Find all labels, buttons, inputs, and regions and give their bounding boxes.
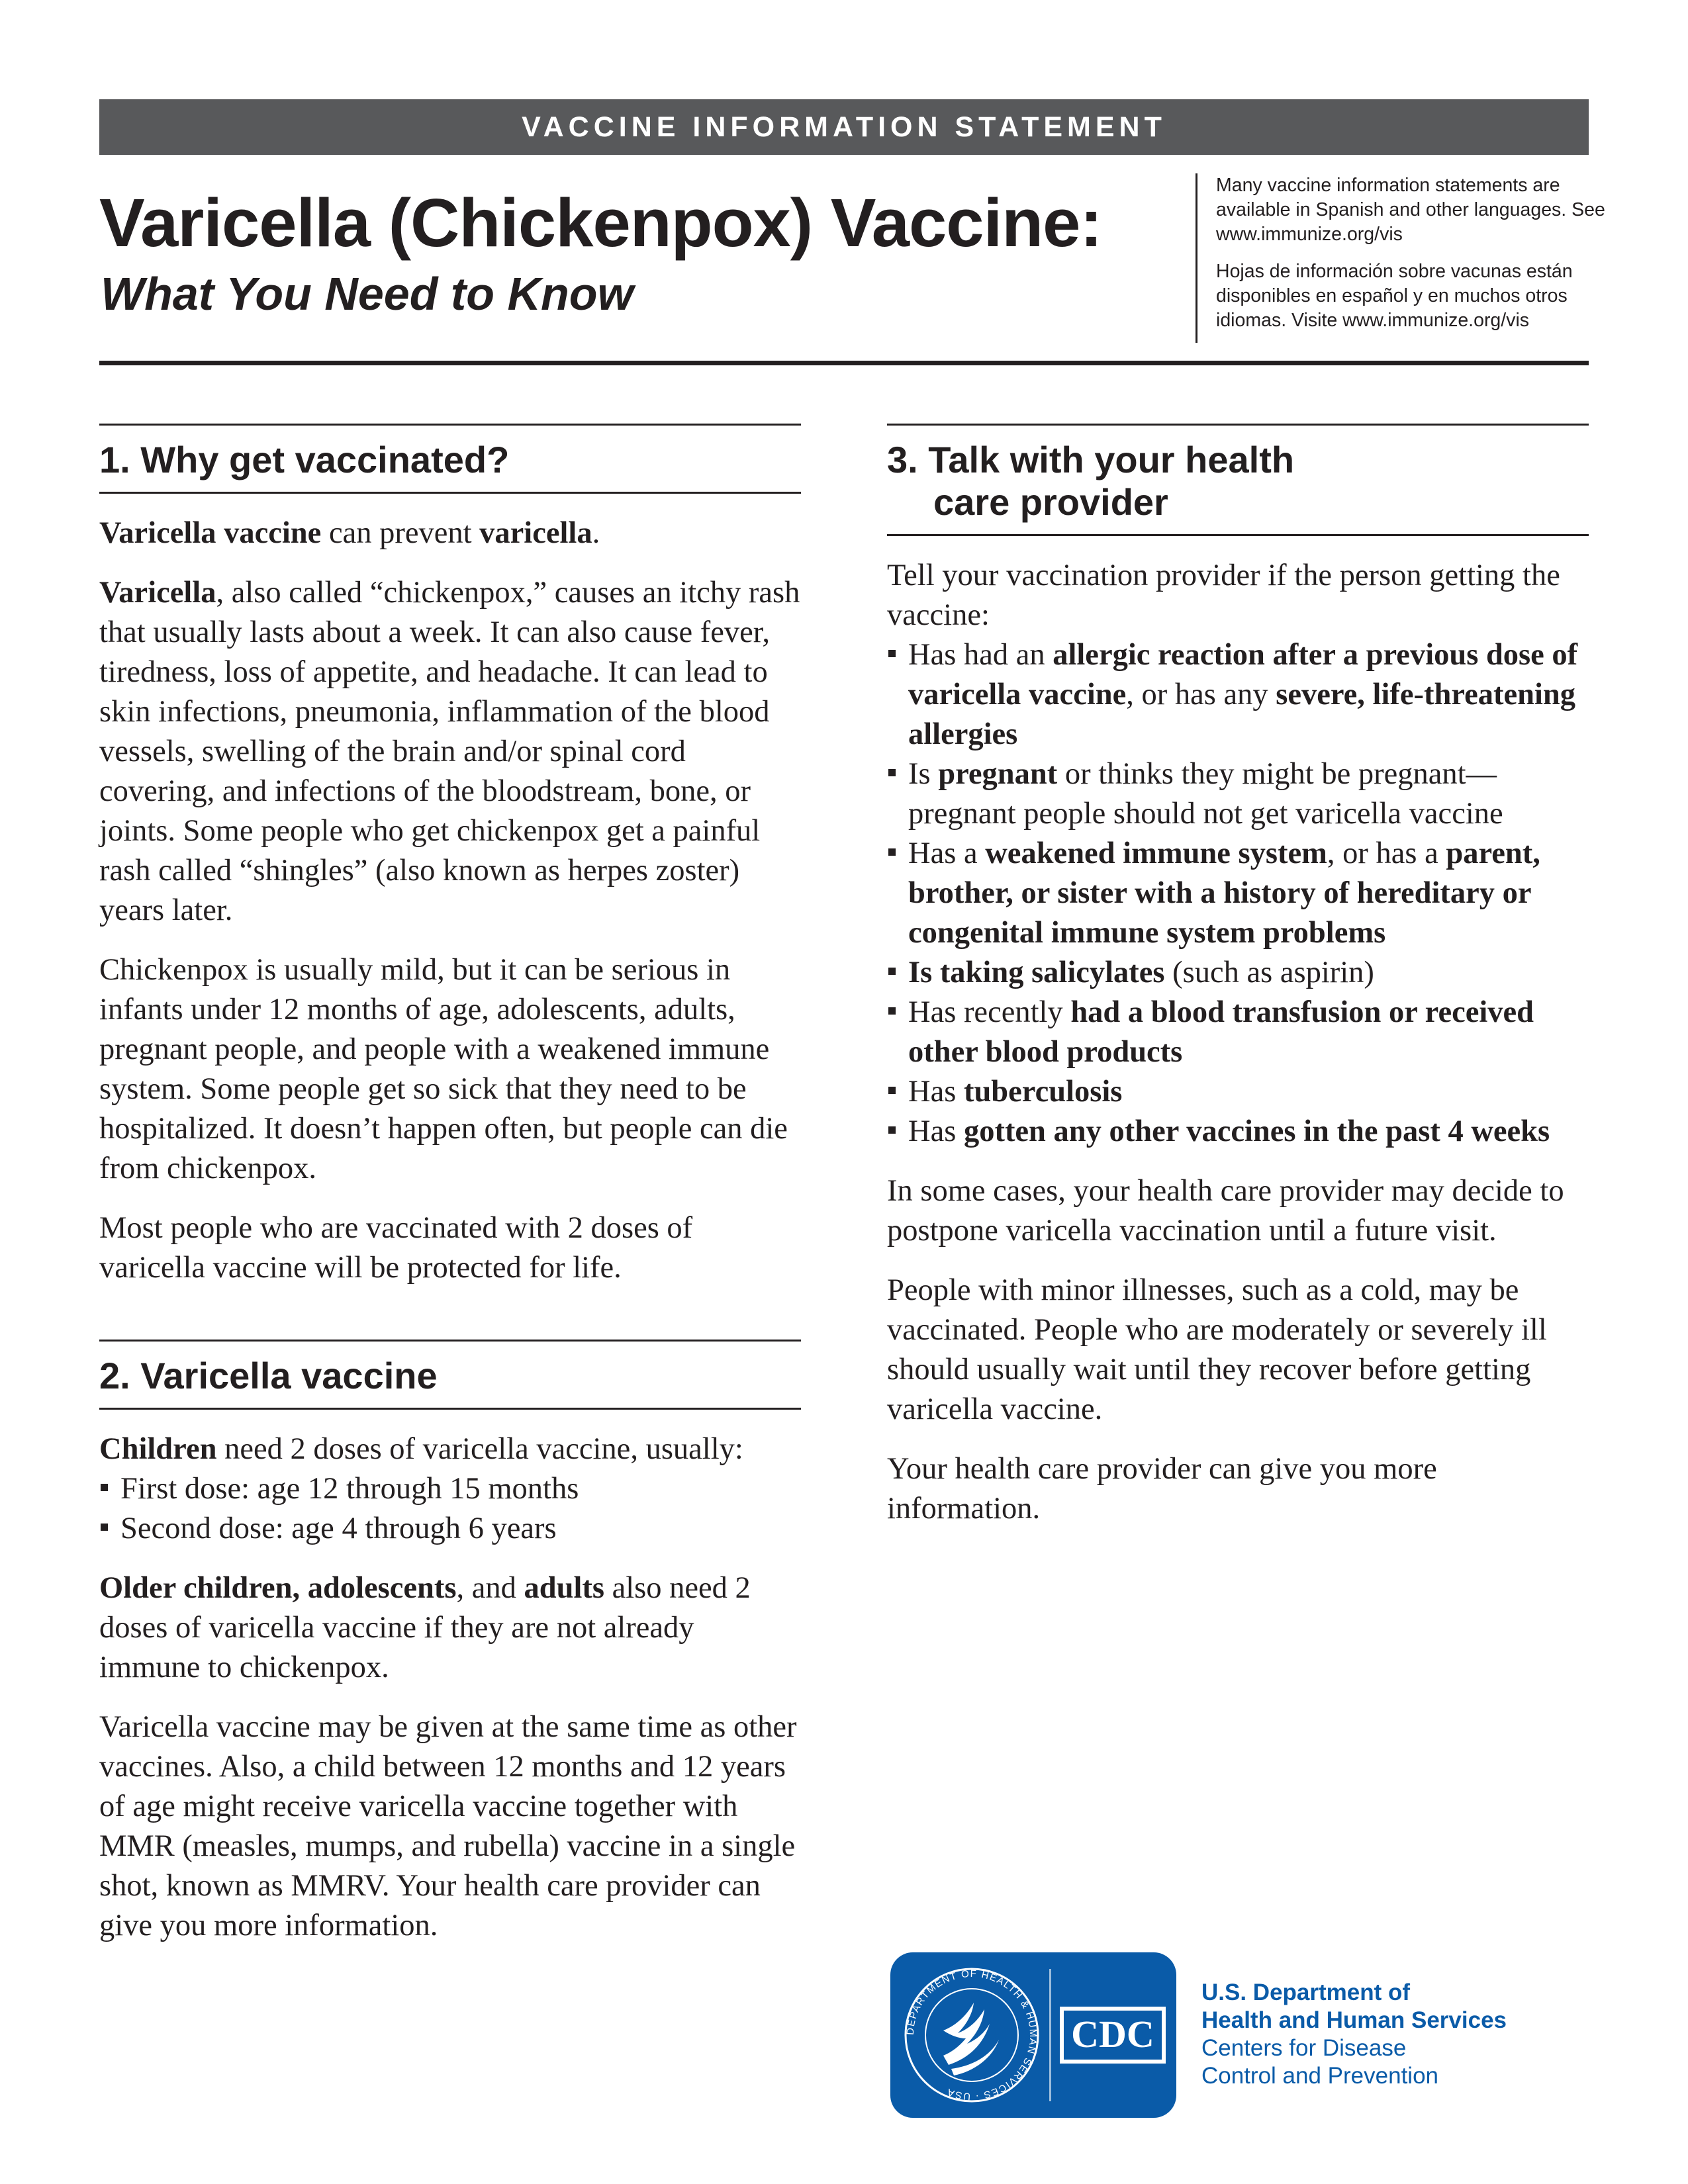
seal-text: DEPARTMENT OF HEALTH & HUMAN SERVICES · USA (904, 1968, 1039, 2103)
language-note-english: Many vaccine information statements are available in Spanish and other languages. See www.immunize.org/vis (1216, 175, 1605, 245)
bold-text: gotten any other vaccines in the past 4 weeks (963, 1115, 1550, 1148)
text: Has a (908, 837, 986, 870)
text: . (592, 516, 600, 550)
section-2-dose-list (99, 1469, 801, 1549)
bold-text: tuberculosis (963, 1075, 1123, 1109)
section-3-paragraph-2: In some cases, your health care provider may decide to postpone varicella vaccination until a future visit. (887, 1174, 1564, 1248)
text: Is (908, 757, 939, 791)
text: also need 2 doses of varicella vaccine if they are not already immune to chickenpox. (99, 1571, 751, 1684)
section-3-paragraph-4: Your health care provider can give you more information. (887, 1452, 1437, 1525)
section-2-paragraph-1 (99, 1430, 801, 1469)
section-3-checklist (887, 635, 1589, 1152)
header-divider (99, 361, 1589, 365)
bold-text: parent, brother, or sister with a history of hereditary or congenital immune system problems (908, 837, 1540, 950)
section-3-intro: Tell your vaccination provider if the person getting the vaccine: (887, 559, 1560, 632)
bold-text: pregnant (938, 757, 1058, 791)
section-3-heading-line-1: 3. Talk with your health (887, 439, 1295, 480)
left-column (99, 424, 801, 1966)
text: Has recently (908, 995, 1071, 1029)
bold-text: adults (524, 1571, 604, 1605)
section-1-paragraph-1 (99, 514, 801, 553)
bold-text: Varicella vaccine (99, 516, 322, 550)
hhs-cdc-logo (890, 1952, 1176, 2118)
text: , or has a (1327, 837, 1446, 870)
cdc-text: CDC (1071, 2013, 1154, 2056)
bold-text: weakened immune system (985, 837, 1327, 870)
list-item (887, 754, 1589, 834)
agency-line-4: Control and Prevention (1201, 2063, 1438, 2089)
section-2-heading: 2. Varicella vaccine (99, 1340, 801, 1410)
section-1-heading: 1. Why get vaccinated? (99, 424, 801, 494)
list-item (887, 993, 1589, 1072)
hhs-seal-icon (905, 1968, 1039, 2102)
bold-text: Older children, adolescents (99, 1571, 457, 1605)
text: , also called “chickenpox,” causes an itchy rash that usually lasts about a week. It can also cause fever, tiredness, loss of appetite, and headache. It can lead to skin infections, pneumonia, inflammation of the blood vessels, swelling of the brain and/or spinal cord covering, and infections of the bloodstream, bone, or joints. Some people who get chickenpox get a painful rash called “shingles” (also known as herpes zoster) years later. (99, 576, 800, 927)
list-item (887, 834, 1589, 953)
section-1-paragraph-2 (99, 573, 801, 931)
page-title: Varicella (Chickenpox) Vaccine: (99, 185, 1102, 261)
section-2-paragraph-2 (99, 1569, 801, 1688)
banner: VACCINE INFORMATION STATEMENT (99, 99, 1589, 155)
hhs-cdc-logo-graphic (890, 1952, 1176, 2118)
section-2-paragraph-3: Varicella vaccine may be given at the same time as other vaccines. Also, a child between 12 months and 12 years of age might receive varicella vaccine together with MMR (measles, mumps, and rubella) vaccine in a single shot, known as MMRV. Your health care provider can give you more information. (99, 1710, 797, 1942)
text: , and (456, 1571, 524, 1605)
text: , or has any (1126, 678, 1276, 711)
text: Has (908, 1115, 964, 1148)
agency-line-1: U.S. Department of (1201, 1979, 1411, 2005)
text: (such as aspirin) (1164, 956, 1374, 989)
text: need 2 doses of varicella vaccine, usually: (216, 1432, 743, 1466)
bold-text: severe, life-threatening allergies (908, 678, 1576, 751)
cdc-logo-icon (1060, 2007, 1166, 2064)
list-item: First dose: age 12 through 15 months (99, 1469, 801, 1509)
right-column (887, 424, 1589, 1549)
bold-text: had a blood transfusion or received other blood products (908, 995, 1534, 1069)
section-1-paragraph-3: Chickenpox is usually mild, but it can be serious in infants under 12 months of age, adolescents, adults, pregnant people, and people with a weakened immune system. Some people get so sick that they need to be hospitalized. It doesn’t happen often, but people can die from chickenpox. (99, 953, 788, 1185)
agency-line-2: Health and Human Services (1201, 2007, 1507, 2033)
list-item (887, 953, 1589, 993)
section-1-paragraph-4: Most people who are vaccinated with 2 doses of varicella vaccine will be protected for life. (99, 1211, 693, 1285)
language-note (1196, 173, 1610, 343)
list-item (887, 1112, 1589, 1152)
text: Has (908, 1075, 964, 1109)
text: can prevent (321, 516, 480, 550)
section-3-heading-line-2: care provider (933, 481, 1168, 523)
bold-text: Is taking salicylates (908, 956, 1165, 989)
bold-text: varicella (479, 516, 592, 550)
text: Has had an (908, 638, 1053, 672)
language-note-spanish: Hojas de información sobre vacunas están disponibles en español y en muchos otros idiomas. Visite www.immunize.org/vis (1216, 261, 1573, 331)
bold-text: Children (99, 1432, 217, 1466)
agency-line-3: Centers for Disease (1201, 2035, 1407, 2061)
text: or thinks they might be pregnant—pregnant people should not get varicella vaccine (908, 757, 1503, 831)
list-item (887, 1072, 1589, 1112)
bold-text: Varicella (99, 576, 216, 610)
page-subtitle: What You Need to Know (101, 268, 633, 320)
list-item: Second dose: age 4 through 6 years (99, 1509, 801, 1549)
agency-name (1201, 1979, 1599, 2090)
list-item (887, 635, 1589, 754)
bold-text: allergic reaction after a previous dose of varicella vaccine (908, 638, 1578, 711)
section-3-heading (887, 424, 1589, 536)
section-3-paragraph-3: People with minor illnesses, such as a cold, may be vaccinated. People who are moderately or severely ill should usually wait until they recover before getting varicella vaccine. (887, 1273, 1547, 1426)
